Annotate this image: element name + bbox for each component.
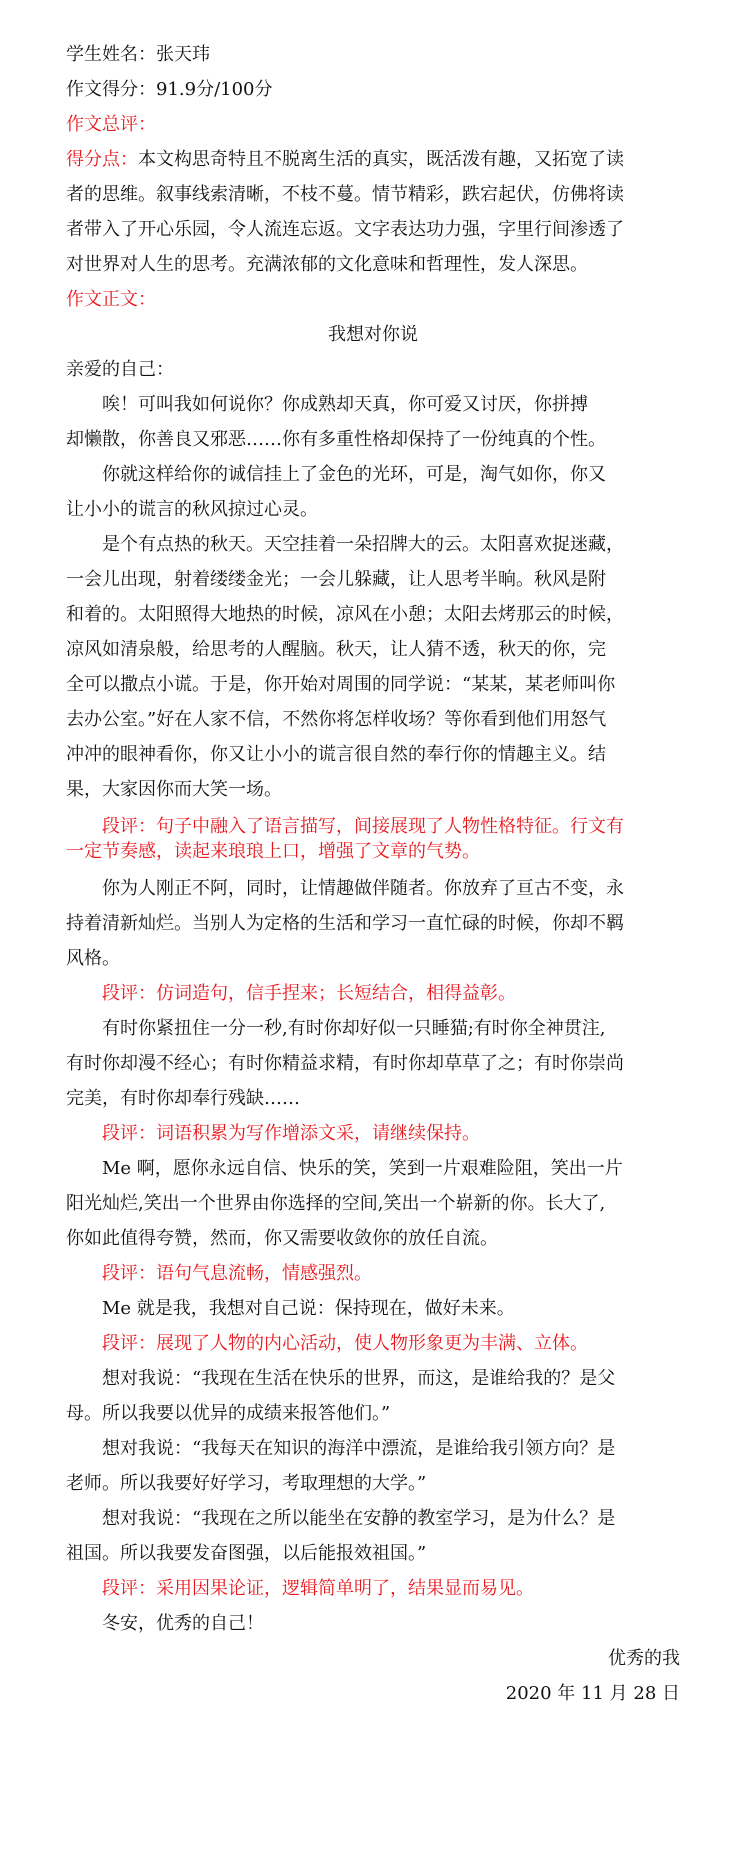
paragraph-line: 想对我说：“我现在生活在快乐的世界，而这，是谁给我的？是父 — [102, 1368, 616, 1389]
paragraph-line: 和着的。太阳照得大地热的时候，凉风在小憩；太阳去烤那云的时候， — [66, 604, 624, 625]
paragraph-line: 想对我说：“我现在之所以能坐在安静的教室学习，是为什么？是 — [102, 1508, 616, 1529]
paragraph-line: 完美，有时你却奉行残缺…… — [66, 1088, 300, 1109]
paragraph-comment: 段评：展现了人物的内心活动，使人物形象更为丰满、立体。 — [102, 1333, 588, 1354]
paragraph-line: 你就这样给你的诚信挂上了金色的光环，可是，淘气如你，你又 — [102, 464, 606, 485]
paragraph-line: 祖国。所以我要发奋图强，以后能报效祖国。” — [66, 1543, 427, 1564]
paragraph-line: Me 啊，愿你永远自信、快乐的笑，笑到一片艰难险阻，笑出一片 — [102, 1158, 623, 1179]
essay-date: 2020 年 11 月 28 日 — [505, 1683, 680, 1704]
paragraph-comment: 一定节奏感，读起来琅琅上口，增强了文章的气势。 — [66, 841, 480, 862]
paragraph-line: 有时你却漫不经心；有时你精益求精，有时你却草草了之；有时你崇尚 — [66, 1053, 624, 1074]
paragraph-line: 唉！可叫我如何说你？你成熟却天真，你可爱又讨厌，你拼搏 — [102, 394, 588, 415]
paragraph-line: 持着清新灿烂。当别人为定格的生活和学习一直忙碌的时候，你却不羁 — [66, 913, 624, 934]
score-line: 作文得分：91.9分/100分 — [66, 79, 273, 100]
summary-line: 对世界对人生的思考。充满浓郁的文化意味和哲理性，发人深思。 — [66, 254, 588, 275]
summary-line: 者的思维。叙事线索清晰，不枝不蔓。情节精彩，跌宕起伏，仿佛将读 — [66, 184, 624, 205]
paragraph-comment: 段评：语句气息流畅，情感强烈。 — [102, 1263, 372, 1284]
paragraph-line: Me 就是我，我想对自己说：保持现在，做好未来。 — [102, 1298, 515, 1319]
salutation: 亲爱的自己： — [66, 359, 174, 380]
paragraph-comment: 段评：词语积累为写作增添文采，请继续保持。 — [102, 1123, 480, 1144]
paragraph-line: 冲冲的眼神看你，你又让小小的谎言很自然的奉行你的情趣主义。结 — [66, 744, 606, 765]
paragraph-line: 想对我说：“我每天在知识的海洋中漂流，是谁给我引领方向？是 — [102, 1438, 616, 1459]
paragraph-comment: 段评：句子中融入了语言描写，间接展现了人物性格特征。行文有 — [102, 816, 624, 837]
paragraph-line: 全可以撒点小谎。于是，你开始对周围的同学说：“某某，某老师叫你 — [66, 674, 616, 695]
paragraph-line: 果，大家因你而大笑一场。 — [66, 779, 282, 800]
paragraph-line: 让小小的谎言的秋风掠过心灵。 — [66, 499, 318, 520]
student-name-line: 学生姓名：张天玮 — [66, 44, 210, 65]
paragraph-comment: 段评：采用因果论证，逻辑简单明了，结果显而易见。 — [102, 1578, 534, 1599]
body-heading: 作文正文： — [66, 289, 156, 310]
summary-label: 得分点： — [66, 149, 138, 170]
paragraph-line: 你如此值得夸赞，然而，你又需要收敛你的放任自流。 — [66, 1228, 498, 1249]
paragraph-line: 有时你紧扭住一分一秒,有时你却好似一只睡猫;有时你全神贯注, — [102, 1018, 606, 1039]
paragraph-line: 凉风如清泉般，给思考的人醒脑。秋天，让人猜不透，秋天的你，完 — [66, 639, 606, 660]
paragraph-line: 风格。 — [66, 948, 120, 969]
paragraph-line: 母。所以我要以优异的成绩来报答他们。” — [66, 1403, 391, 1424]
paragraph-line: 是个有点热的秋天。天空挂着一朵招牌大的云。太阳喜欢捉迷藏， — [102, 534, 624, 555]
paragraph-line: 一会儿出现，射着缕缕金光；一会儿躲藏，让人思考半晌。秋风是附 — [66, 569, 606, 590]
summary-heading: 作文总评： — [66, 114, 156, 135]
paragraph-line: 却懒散，你善良又邪恶……你有多重性格却保持了一份纯真的个性。 — [66, 429, 606, 450]
paragraph-line: 去办公室。”好在人家不信，不然你将怎样收场？等你看到他们用怒气 — [66, 709, 607, 730]
paragraph-line: 老师。所以我要好好学习，考取理想的大学。” — [66, 1473, 427, 1494]
paragraph-line: 你为人刚正不阿，同时，让情趣做伴随者。你放弃了亘古不变，永 — [102, 878, 624, 899]
essay-title: 我想对你说 — [328, 324, 418, 345]
summary-line: 者带入了开心乐园，令人流连忘返。文字表达功力强，字里行间渗透了 — [66, 219, 624, 240]
paragraph-comment: 段评：仿词造句，信手捏来；长短结合，相得益彰。 — [102, 983, 516, 1004]
closing-line: 冬安，优秀的自己！ — [102, 1613, 264, 1634]
signature: 优秀的我 — [608, 1648, 680, 1669]
paragraph-line: 阳光灿烂,笑出一个世界由你选择的空间,笑出一个崭新的你。长大了, — [66, 1193, 606, 1214]
summary-text: 本文构思奇特且不脱离生活的真实，既活泼有趣，又拓宽了读 — [138, 149, 624, 170]
summary-line-1 — [66, 143, 680, 178]
